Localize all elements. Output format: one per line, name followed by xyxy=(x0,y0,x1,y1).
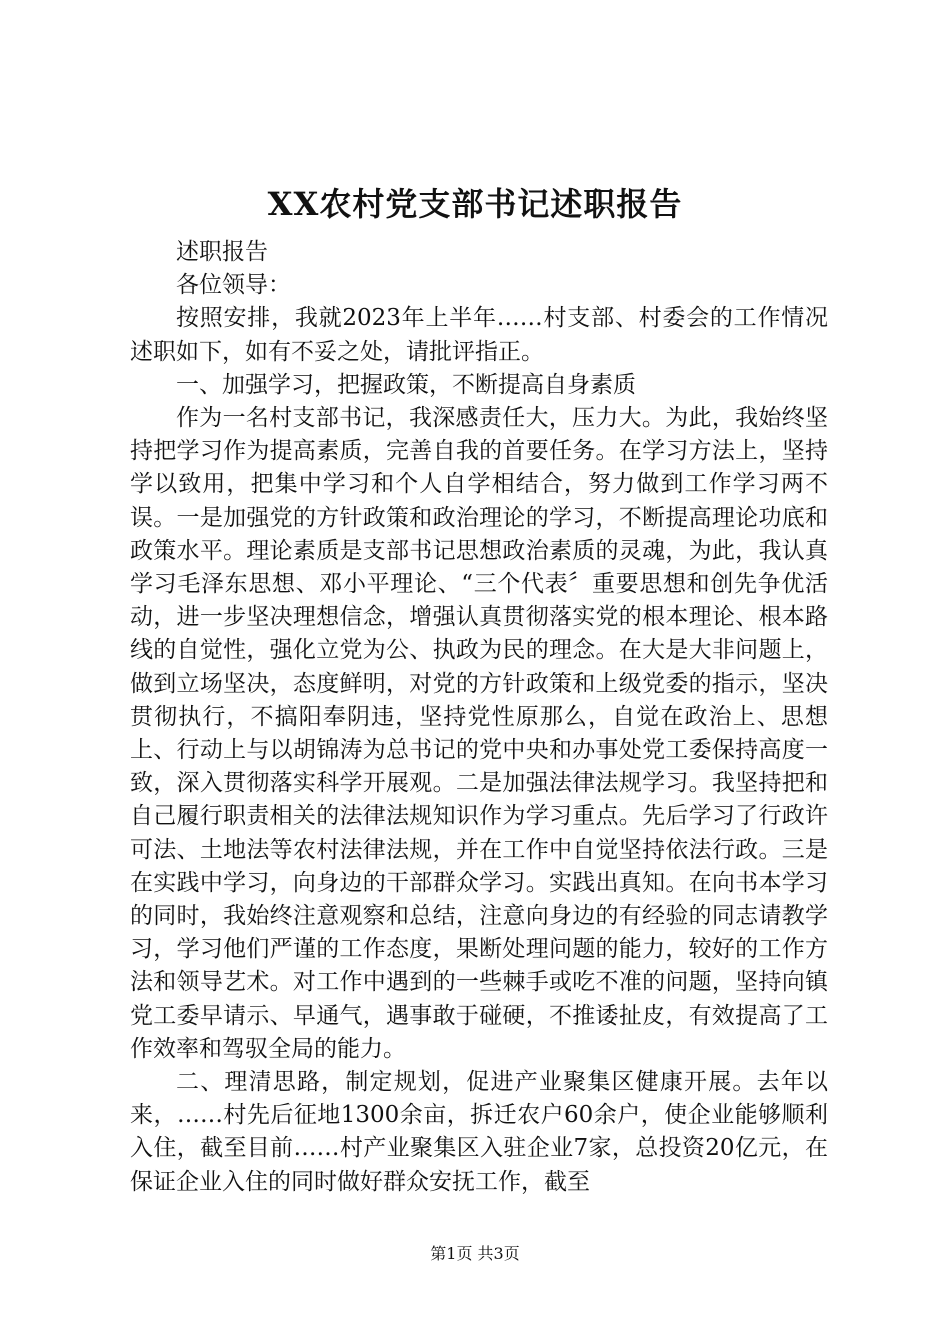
document-title: XX农村党支部书记述职报告 xyxy=(267,185,683,223)
paragraph-heading-report: 述职报告 xyxy=(176,239,268,265)
paragraph-intro: 按照安排，我就2023年上半年……村支部、村委会的工作情况述职如下，如有不妥之处，请批评指正。 xyxy=(130,305,828,365)
paragraph-salutation: 各位领导： xyxy=(176,272,291,299)
paragraph-section-2: 二、理清思路，制定规划，促进产业聚集区健康开展。去年以来，……村先后征地1300余亩，拆迁农户60余户，使企业能够顺利入住，截至目前……村产业聚集区入驻企业7家，总投资20亿元，在保证企业入住的同时做好群众安抚工作，截至 xyxy=(130,1069,828,1195)
paragraph-section-1: 作为一名村支部书记，我深感责任大，压力大。为此，我始终坚持把学习作为提高素质，完善自我的首要任务。在学习方法上，坚持学以致用，把集中学习和个人自学相结合，努力做到工作学习两不误。一是加强党的方针政策和政治理论的学习，不断提高理论功底和政策水平。理论素质是支部书记思想政治素质的灵魂，为此，我认真学习毛泽东思想、邓小平理论、“三个代表〞重要思想和创先争优活动，进一步坚决理想信念，增强认真贯彻落实党的根本理论、根本路线的自觉性，强化立党为公、执政为民的理念。在大是大非问题上，做到立场坚决，态度鲜明，对党的方针政策和上级党委的指示，坚决贯彻执行，不搞阳奉阴违，坚持党性原那么，自觉在政治上、思想上、行动上与以胡锦涛为总书记的党中央和办事处党工委保持高度一致，深入贯彻落实科学开展观。二是加强法律法规学习。我坚持把和自己履行职责相关的法律法规知识作为学习重点。先后学习了行政许可法、土地法等农村法律法规，并在工作中自觉坚持依法行政。三是在实践中学习，向身边的干部群众学习。实践出真知。在向书本学习的同时，我始终注意观察和总结，注意向身边的有经验的同志请教学习，学习他们严谨的工作态度，果断处理问题的能力，较好的工作方法和领导艺术。对工作中遇到的一些棘手或吃不准的问题，坚持向镇党工委早请示、早通气，遇事敢于碰硬，不推诿扯皮，有效提高了工作效率和驾驭全局的能力。 xyxy=(130,405,828,1062)
section-heading-1: 一、加强学习，把握政策，不断提高自身素质 xyxy=(176,371,636,398)
document-body xyxy=(130,236,828,1199)
page-number-footer: 第1页 共3页 xyxy=(430,1244,520,1263)
